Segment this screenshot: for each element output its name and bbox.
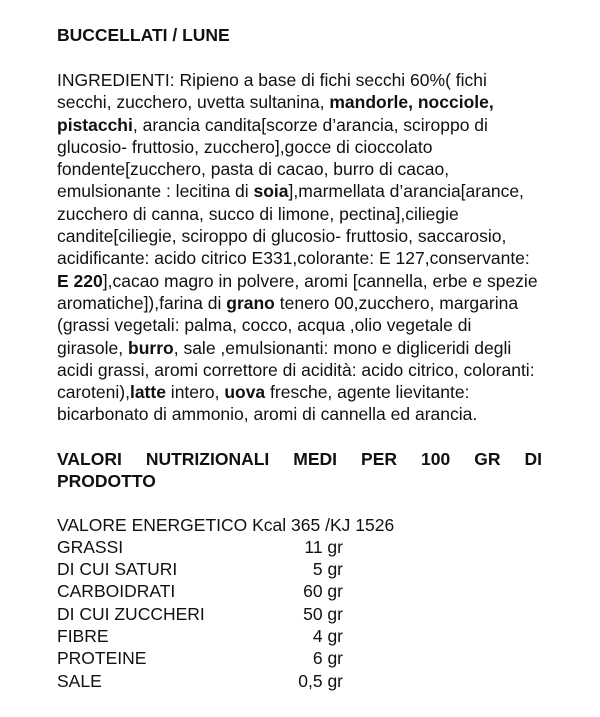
allergen-highlight: burro xyxy=(128,337,174,358)
nutrition-value: 11 gr xyxy=(304,536,343,557)
allergen-highlight: E 220 xyxy=(57,270,103,291)
ingredient-segment: ],marmellata d’arancia[arance, zucchero di canna, succo di limone, pectina],ciliegie candite[ciliegie, sciroppo di glucosio- fruttosio, saccarosio, acidificante: acido citrico E331,colorante: E 127,conservante: xyxy=(57,181,530,269)
nutrition-label: PROTEINE xyxy=(57,648,147,669)
nutrition-heading-word: GR xyxy=(474,448,501,469)
product-title: BUCCELLATI / LUNE xyxy=(57,25,230,45)
nutrition-heading xyxy=(57,448,542,492)
nutrition-row xyxy=(57,558,542,580)
ingredient-segment: ],cacao magro in polvere, aromi [cannella, erbe e spezie aromatiche]),farina di xyxy=(57,270,538,313)
allergen-highlight: soia xyxy=(253,181,289,202)
nutrition-heading-word: VALORI xyxy=(57,448,122,469)
nutrition-label: CARBOIDRATI xyxy=(57,581,176,602)
nutrition-row xyxy=(57,647,542,669)
nutrition-heading-word: PER xyxy=(361,448,398,469)
nutrition-value: 50 gr xyxy=(303,603,343,624)
ingredient-segment: INGREDIENTI: Ripieno a base di fichi secchi 60%( fichi secchi, zucchero, uvetta sultanina, xyxy=(57,70,487,113)
ingredient-segment: tenero 00,zucchero, margarina (grassi vegetali: palma, cocco, acqua ,olio vegetale di girasole, xyxy=(57,292,519,358)
nutrition-heading-word: MEDI xyxy=(293,448,338,469)
nutrition-label: SALE xyxy=(57,670,102,691)
nutrition-label: DI CUI ZUCCHERI xyxy=(57,603,205,624)
allergen-highlight: uova xyxy=(224,382,266,403)
nutrition-heading-line2: PRODOTTO xyxy=(57,470,156,491)
nutrition-row xyxy=(57,580,542,602)
allergen-highlight: grano xyxy=(226,292,275,313)
nutrition-label: DI CUI SATURI xyxy=(57,559,178,580)
allergen-highlight: mandorle, nocciole, pistacchi xyxy=(57,92,494,135)
ingredient-segment: , sale ,emulsionanti: mono e digliceridi degli acidi grassi, aromi correttore di acidità: acido citrico, coloranti: caroteni), xyxy=(57,337,535,403)
nutrition-heading-word: DI xyxy=(524,448,542,469)
nutrition-value: 60 gr xyxy=(303,581,343,602)
allergen-highlight: latte xyxy=(129,382,166,403)
nutrition-row xyxy=(57,603,542,625)
nutrition-row xyxy=(57,536,542,558)
ingredient-segment: , arancia candita[scorze d’arancia, sciroppo di glucosio- fruttosio, zucchero],gocce di cioccolato fondente[zucchero, pasta di cacao, burro di cacao, emulsionante : lecitina di xyxy=(57,114,488,202)
nutrition-label: FIBRE xyxy=(57,625,109,646)
nutrition-value: 0,5 gr xyxy=(298,670,343,691)
nutrition-heading-word: 100 xyxy=(421,448,451,469)
ingredient-segment: intero, xyxy=(165,382,225,403)
nutrition-value: 4 gr xyxy=(312,625,343,646)
nutrition-table xyxy=(57,536,542,692)
nutrition-label: GRASSI xyxy=(57,536,124,557)
nutrition-row xyxy=(57,670,542,692)
nutrition-row xyxy=(57,625,542,647)
nutrition-heading-line1 xyxy=(57,448,542,470)
nutrition-heading-word: NUTRIZIONALI xyxy=(145,448,270,469)
ingredients-text xyxy=(57,69,542,426)
energy-value: VALORE ENERGETICO Kcal 365 /KJ 1526 xyxy=(57,514,395,535)
ingredient-segment: fresche, agente lievitante: bicarbonato di ammonio, aromi di cannella ed arancia. xyxy=(57,382,478,425)
nutrition-value: 5 gr xyxy=(312,559,343,580)
nutrition-value: 6 gr xyxy=(312,648,343,669)
